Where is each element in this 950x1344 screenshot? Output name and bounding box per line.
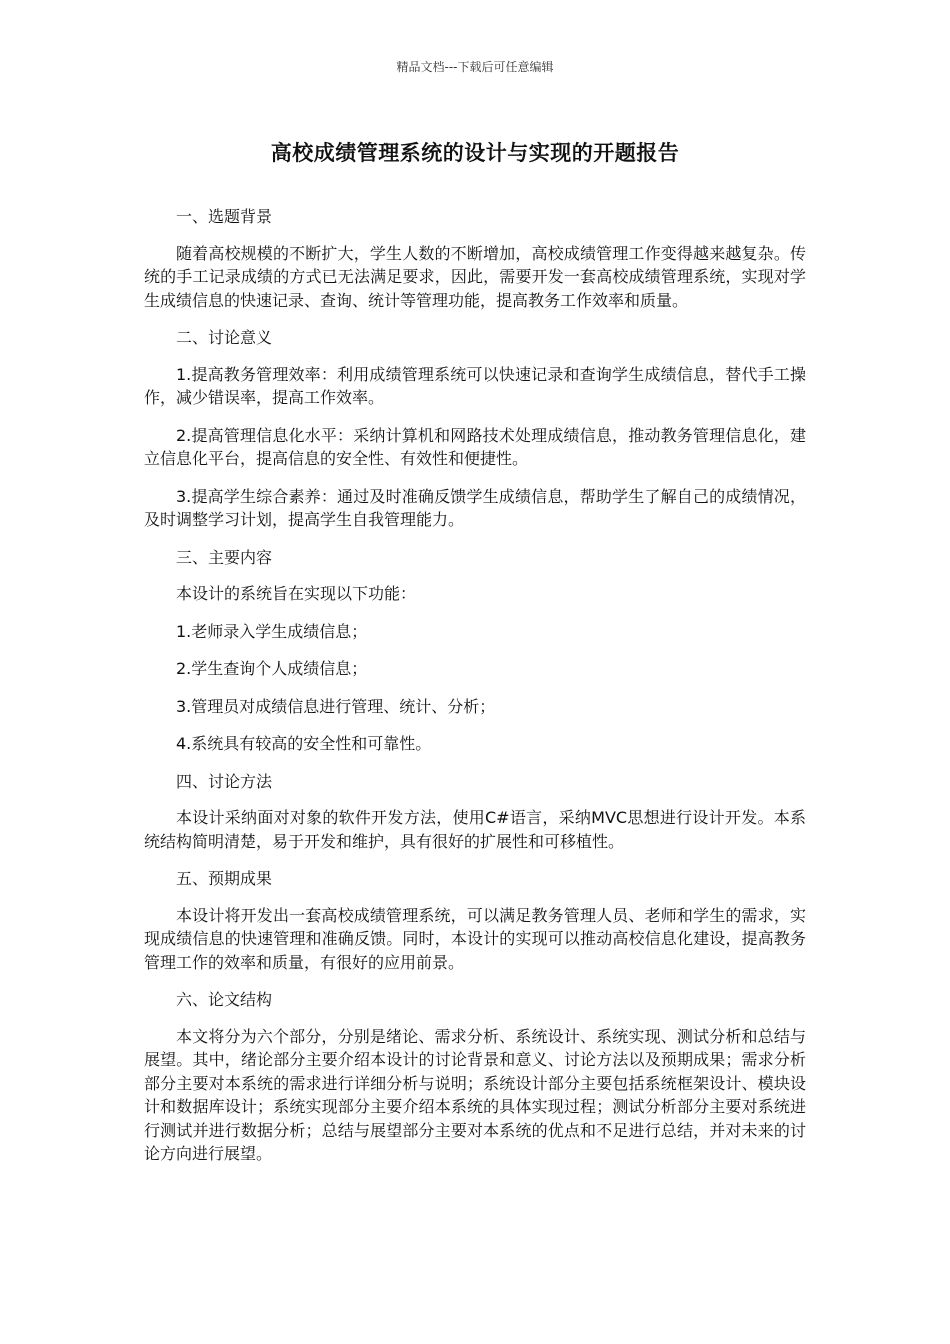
paragraph-content-intro: 本设计的系统旨在实现以下功能： — [176, 584, 417, 603]
header-note: 精品文档---下载后可任意编辑 — [396, 60, 554, 74]
paragraph-results: 本设计将开发出一套高校成绩管理系统，可以满足教务管理人员、老师和学生的需求，实现成绩信息的快速管理和准确反馈。同时，本设计的实现可以推动高校信息化建设，提高教务管理工作的效率和质量，有很好的应用前景。 — [144, 905, 806, 972]
list-item-function-3: 3.管理员对成绩信息进行管理、统计、分析； — [176, 696, 496, 716]
list-item-function-1: 1.老师录入学生成绩信息； — [176, 621, 368, 641]
paragraph-significance-1: 1.提高教务管理效率：利用成绩管理系统可以快速记录和查询学生成绩信息，替代手工操作，减少错误率，提高工作效率。 — [144, 364, 806, 407]
paragraph-structure: 本文将分为六个部分，分别是绪论、需求分析、系统设计、系统实现、测试分析和总结与展望。其中，绪论部分主要介绍本设计的讨论背景和意义、讨论方法以及预期成果；需求分析部分主要对本系统的需求进行详细分析与说明；系统设计部分主要包括系统框架设计、模块设计和数据库设计；系统实现部分主要介绍本系统的具体实现过程；测试分析部分主要对系统进行测试并进行数据分析；总结与展望部分主要对本系统的优点和不足进行总结，并对未来的讨论方向进行展望。 — [144, 1026, 806, 1163]
section-heading-content: 三、主要内容 — [176, 547, 273, 567]
list-item-function-2: 2.学生查询个人成绩信息； — [176, 659, 368, 678]
section-heading-results: 五、预期成果 — [176, 869, 273, 888]
paragraph-method: 本设计采纳面对对象的软件开发方法，使用C#语言，采纳MVC思想进行设计开发。本系统结构简明清楚，易于开发和维护，具有很好的扩展性和可移植性。 — [144, 808, 806, 851]
paragraph-background: 随着高校规模的不断扩大，学生人数的不断增加，高校成绩管理工作变得越来越复杂。传统的手工记录成绩的方式已无法满足要求，因此，需要开发一套高校成绩管理系统，实现对学生成绩信息的快速记录、查询、统计等管理功能，提高教务工作效率和质量。 — [144, 243, 806, 310]
paragraph-significance-2: 2.提高管理信息化水平：采纳计算机和网路技术处理成绩信息，推动教务管理信息化，建立信息化平台，提高信息的安全性、有效性和便捷性。 — [144, 425, 806, 468]
document-title: 高校成绩管理系统的设计与实现的开题报告 — [270, 141, 680, 165]
list-item-function-4: 4.系统具有较高的安全性和可靠性。 — [176, 734, 432, 753]
section-heading-background: 一、选题背景 — [176, 207, 273, 226]
section-heading-structure: 六、论文结构 — [176, 990, 273, 1009]
section-heading-method: 四、讨论方法 — [176, 771, 273, 791]
section-heading-significance: 二、讨论意义 — [176, 328, 273, 347]
paragraph-significance-3: 3.提高学生综合素养：通过及时准确反馈学生成绩信息，帮助学生了解自己的成绩情况，及时调整学习计划，提高学生自我管理能力。 — [144, 486, 806, 529]
document-body — [144, 205, 806, 1180]
